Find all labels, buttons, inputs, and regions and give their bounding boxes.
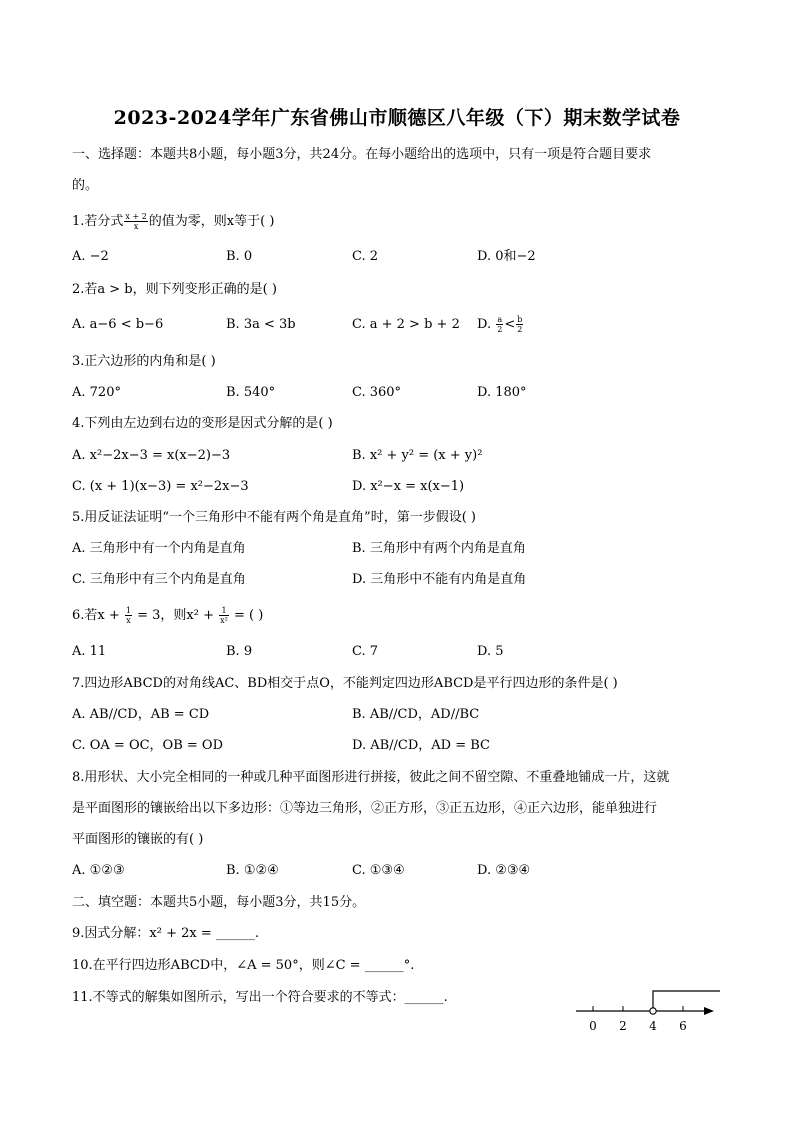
q5-option-c: C. 三角形中有三个内角是直角 xyxy=(72,572,246,587)
q5-options-row1 xyxy=(72,539,732,559)
q2-d-frac-a-den: 2 xyxy=(497,325,503,334)
open-circle-at-4 xyxy=(650,1008,656,1014)
q4-option-b: B. x² + y² = (x + y)² xyxy=(352,448,483,463)
exam-title: 2023-2024学年广东省佛山市顺德区八年级（下）期末数学试卷 xyxy=(113,107,681,129)
q2-option-b: B. 3a < 3b xyxy=(226,317,296,332)
q4-option-c: C. (x + 1)(x−3) = x²−2x−3 xyxy=(72,479,249,494)
section2-heading: 二、填空题：本题共5小题，每小题3分，共15分。 xyxy=(72,895,366,910)
q8-options xyxy=(72,861,732,881)
q6-option-c: C. 7 xyxy=(352,644,379,659)
q8-option-a: A. ①②③ xyxy=(72,863,125,878)
q3-option-c: C. 360° xyxy=(352,385,402,400)
q6-option-b: B. 9 xyxy=(226,644,253,659)
number-line-figure xyxy=(570,986,730,1036)
q1-fraction-numerator: x + 2 xyxy=(125,212,147,221)
q4-option-a: A. x²−2x−3 = x(x−2)−3 xyxy=(72,448,231,463)
q3-option-a: A. 720° xyxy=(72,385,121,400)
q6-prefix: 6.若x + xyxy=(72,608,124,623)
question-5: 5.用反证法证明“一个三角形中不能有两个角是直角”时，第一步假设( ) xyxy=(72,510,476,525)
q5-option-b: B. 三角形中有两个内角是直角 xyxy=(352,541,526,556)
q2-options xyxy=(72,315,732,335)
q8-option-c: C. ①③④ xyxy=(352,863,405,878)
q2-d-frac-a-num: a xyxy=(497,315,503,324)
q4-options-row2 xyxy=(72,477,732,497)
q7-option-c: C. OA = OC，OB = OD xyxy=(72,738,224,753)
question-3: 3.正六边形的内角和是( ) xyxy=(72,354,216,369)
question-10: 10.在平行四边形ABCD中，∠A = 50°，则∠C = ______°. xyxy=(72,958,415,973)
q1-prefix: 1.若分式 xyxy=(72,214,124,229)
q6-option-a: A. 11 xyxy=(72,644,107,659)
question-9: 9.因式分解：x² + 2x = ______. xyxy=(72,926,259,941)
section1-heading-cont: 的。 xyxy=(72,178,99,193)
solution-bracket xyxy=(653,991,720,1011)
question-6 xyxy=(72,606,263,626)
q2-d-frac-a xyxy=(496,315,503,334)
q2-option-a: A. a−6 < b−6 xyxy=(72,317,164,332)
q6-fraction-2 xyxy=(219,606,229,625)
q1-suffix: 的值为零，则x等于( ) xyxy=(148,214,275,229)
q6-fraction-1-num: 1 xyxy=(125,606,131,615)
q1-fraction-denominator: x xyxy=(133,222,139,231)
q7-option-d: D. AB//CD，AD = BC xyxy=(352,738,491,753)
q6-fraction-1-den: x xyxy=(126,616,131,625)
q4-option-d: D. x²−x = x(x−1) xyxy=(352,479,465,494)
number-line-ticks xyxy=(589,1006,687,1033)
section1-heading: 一、选择题：本题共8小题，每小题3分，共24分。在每小题给出的选项中，只有一项是符合题目要求 xyxy=(72,147,652,162)
q7-options-row2 xyxy=(72,736,732,756)
tick-label-4: 4 xyxy=(649,1019,657,1033)
q8-option-d: D. ②③④ xyxy=(477,863,531,878)
q6-options xyxy=(72,642,732,662)
question-1 xyxy=(72,212,274,232)
q1-option-c: C. 2 xyxy=(352,249,379,264)
q1-option-b: B. 0 xyxy=(226,249,253,264)
q4-options-row1 xyxy=(72,446,732,466)
q7-options-row1 xyxy=(72,705,732,725)
q1-option-a: A. −2 xyxy=(72,249,109,264)
q3-options xyxy=(72,383,732,403)
number-line-arrow xyxy=(704,1007,714,1015)
q2-option-d xyxy=(477,315,524,335)
q1-options xyxy=(72,247,732,267)
question-4: 4.下列由左边到右边的变形是因式分解的是( ) xyxy=(72,416,333,431)
q6-fraction-2-num: 1 xyxy=(219,606,229,616)
q7-option-b: B. AB//CD，AD//BC xyxy=(352,707,480,722)
q2-d-frac-b-num: b xyxy=(517,315,523,324)
q5-option-d: D. 三角形中不能有内角是直角 xyxy=(352,572,527,587)
q6-suffix: = ( ) xyxy=(229,608,264,623)
q5-option-a: A. 三角形中有一个内角是直角 xyxy=(72,541,246,556)
q6-option-d: D. 5 xyxy=(477,644,504,659)
tick-label-2: 2 xyxy=(619,1019,627,1033)
question-8-line2: 是平面图形的镶嵌给出以下多边形：①等边三角形，②正方形，③正五边形，④正六边形，能单独进行 xyxy=(72,801,658,816)
question-8-line3: 平面图形的镶嵌的有( ) xyxy=(72,832,204,847)
q3-option-d: D. 180° xyxy=(477,385,527,400)
question-11: 11.不等式的解集如图所示，写出一个符合要求的不等式：______. xyxy=(72,990,448,1005)
question-7: 7.四边形ABCD的对角线AC、BD相交于点O，不能判定四边形ABCD是平行四边形的条件是( ) xyxy=(72,676,618,691)
q6-fraction-2-den: x² xyxy=(220,616,228,625)
question-2: 2.若a > b，则下列变形正确的是( ) xyxy=(72,282,277,297)
q8-option-b: B. ①②④ xyxy=(226,863,279,878)
q6-middle: = 3，则x² + xyxy=(133,608,219,623)
tick-label-6: 6 xyxy=(679,1019,687,1033)
q2-option-c: C. a + 2 > b + 2 xyxy=(352,317,460,332)
q2-d-frac-b-den: 2 xyxy=(517,325,523,334)
q7-option-a: A. AB//CD，AB = CD xyxy=(72,707,210,722)
q1-option-d: D. 0和−2 xyxy=(477,249,536,264)
q2-d-lt: < xyxy=(504,317,516,332)
q5-options-row2 xyxy=(72,570,732,590)
q6-fraction-1 xyxy=(125,606,132,625)
q2-option-d-label: D. xyxy=(477,317,492,332)
q2-d-frac-b xyxy=(516,315,523,334)
question-8-line1: 8.用形状、大小完全相同的一种或几种平面图形进行拼接，彼此之间不留空隙、不重叠地铺成一片，这就 xyxy=(72,770,670,785)
q3-option-b: B. 540° xyxy=(226,385,276,400)
q1-fraction xyxy=(124,212,147,231)
tick-label-0: 0 xyxy=(589,1019,597,1033)
